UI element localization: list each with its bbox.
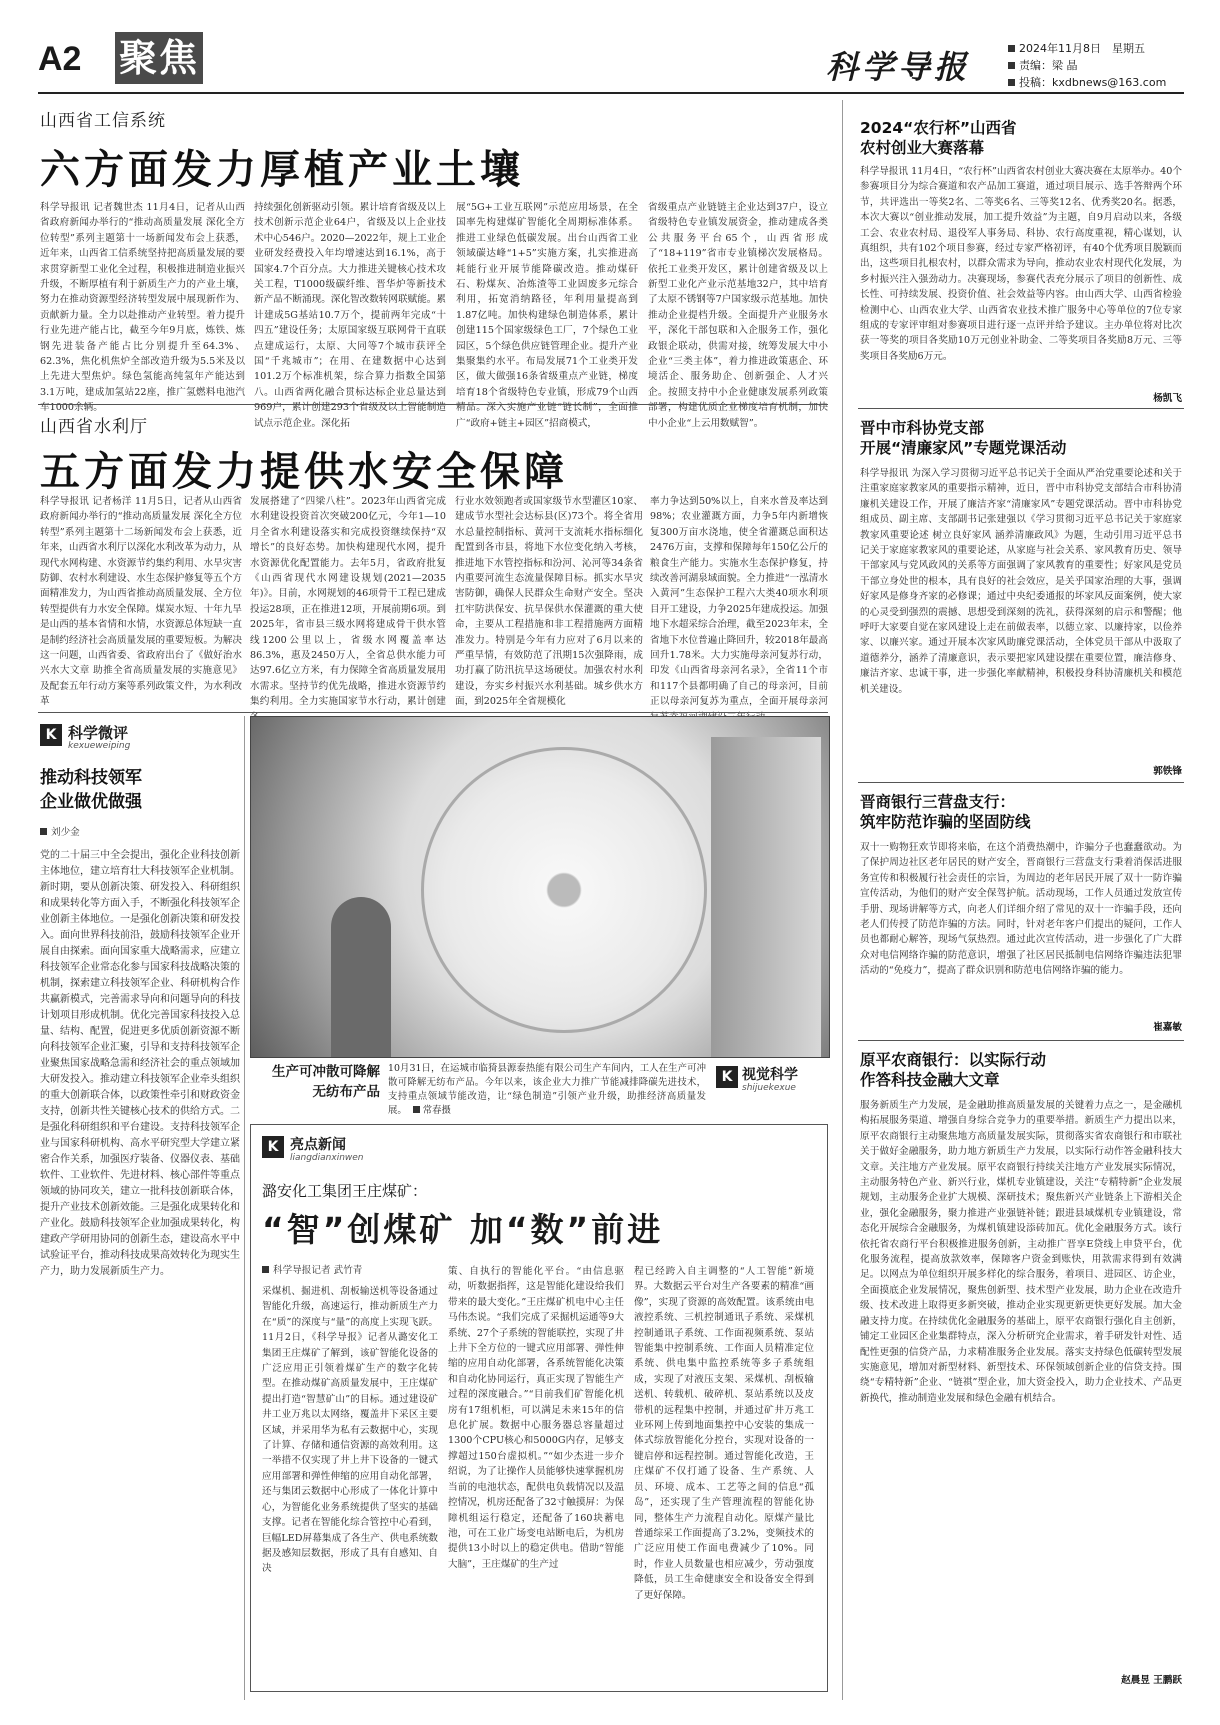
divider bbox=[38, 404, 828, 405]
side4-headline-line1: 原平农商银行：以实际行动 bbox=[860, 1051, 1047, 1069]
highlight-column-pinyin: liangdianxinwen bbox=[290, 1153, 364, 1163]
issue-date: 2024年11月8日 星期五 bbox=[1019, 42, 1145, 55]
story1-col3: 展“5G+工业互联网”示范应用场景，在全国率先构建煤矿智能化全周期标准体系。推进工业绿色低碳发展。出台山西省工业领域碳达峰“1+5”实施方案，扎实推进高耗能行业开展节能降碳改造。推动煤矸石、粉煤灰、冶炼渣等工业固废多元综合利用，拓宽消纳路径，年利用量提高到1.87亿吨。加快构建绿色制造体系，累计创建115个国家级绿色工厂，7个绿色工业园区，5个绿色供应链管理企业。提升产业集聚集约水平。布局发展71个工业类开发区，做大做强16条省级重点产业链，梯度培育18个省级特色专业镇，形成79个山西精品。深入实施产业链“链长制”，全面推广“政府+链主+园区”招商模式， bbox=[456, 202, 638, 429]
side3-headline-line2: 筑牢防范诈骗的坚固防线 bbox=[860, 813, 1031, 831]
side3-headline-line1: 晋商银行三营盘支行： bbox=[860, 793, 1016, 811]
commentary-headline bbox=[40, 766, 142, 814]
photo-title bbox=[250, 1062, 380, 1102]
photographer: 常春摄 bbox=[422, 1105, 451, 1116]
k-logo-icon: K bbox=[716, 1066, 738, 1088]
email: 投稿：kxdbnews@163.com bbox=[1019, 76, 1167, 89]
story1-headline: 六方面发力厚植产业土壤 bbox=[40, 147, 524, 193]
side4-signoff: 赵晨昱 王鹏跃 bbox=[1121, 1675, 1182, 1686]
side2-headline-line1: 晋中市科协党支部 bbox=[860, 419, 985, 437]
bullet-icon bbox=[1008, 79, 1015, 86]
section-title: 聚焦 bbox=[115, 32, 203, 84]
side2-headline-line2: 开展“清廉家风”专题党课活动 bbox=[860, 439, 1067, 457]
side4-headline-line2: 作答科技金融大文章 bbox=[860, 1071, 1000, 1089]
story1-col4: 省级重点产业链链主企业达到37户，设立省级特色专业镇发展资金，推动建成各类公共服务平台65个，山西省形成了“18+119”省市专业镇梯次发展格局。依托工业类开发区，累计创建省级及以上新型工业化产业示范基地32户，其中培育了太原不锈钢等7户国家级示范基地。加快推动企业提档升级。全面提升产业服务水平，深化干部包联和入企服务工作，强化政银企联动，供需对接，统筹发展大中小企业“三类主体”，着力推进政策惠企、环境活企、服务助企、创新强企、人才兴企。按照支持中小企业健康发展系列政策部署，构建优质企业梯度培育机制，加快中小企业“上云用数赋智”。 bbox=[648, 202, 828, 429]
side4-body: 服务新质生产力发展，是金融助推高质量发展的关键着力点之一，是金融机构拓展服务渠道、增强自身综合竞争力的重要举措。新质生产力提出以来，原平农商银行主动聚焦地方高质量发展实际，贯彻落实省农商银行和市联社关于做好金融服务，助力地方新质生产力发展，以实际行动作答金融科技大文章。关注地方产业发展。原平农商银行持续关注地方产业发展实际情况，主动服务特色产业、新兴行业，煤机专业镇建设，关注“专精特新”企业发展规划，主动服务企业扩大规模、深研技术；聚焦新兴产业链条上下游相关企业，强化金融服务，聚力推进产业强链补链；跟进县域煤机专业镇建设，常态化开展综合金融服务，为煤机镇建设添砖加瓦。优化金融服务方式。该行依托省农商行平台积极推进服务创新，主动推广晋享E贷线上申贷平台，优化服务流程，提高放款效率，保障客户资金到账快，用款需求得到有效满足。以网点为单位组织开展多样化的综合服务，着项目、进园区、访企业，全面摸底企业发展情况，聚焦创新型、技术型产业发展，助力企业在改造升级、技术改进上取得更多新突破，推动企业实现更新更快更好发展。加大金融支持力度。在持续优化金融服务的基础上，原平农商银行强化自主创新，铺定工业园区企业集群特点，深入分析研究企业需求，着手研发针对性、适配性更强的信贷产品，力求精准服务企业发展。落实支持绿色低碳转型发展实施意见，增加对新型材料、新型技术、环保领域创新企业的信贷支持。围绕“专精特新”企业、“链祺”型企业，加大资金投入，助力企业技术、产品更新换代，推动制造业发展和绿色金融有机结合。 bbox=[860, 1100, 1182, 1404]
factory-photo bbox=[250, 716, 830, 1058]
story2-col4: 率力争达到50%以上，自来水普及率达到98%；农业灌溉方面，力争5年内新增恢复300万亩水浇地，使全省灌溉总面积达2476万亩，支撑和保障每年150亿公斤的粮食生产能力。实施水生态保护修复，持续改善河湖泉域面貌。全力推进“一泓清水入黄河”生态保护工程六大类40项水利项目开工建设，力争2025年建成投运。加强地下水超采综合治理，截至2023年末，全省地下水位普遍止降回升，较2018年最高回升1.78米。大力实施母亲河复苏行动，印发《山西省母亲河名录》，全省11个市和117个县都明确了自己的母亲河，目前正以母亲河复苏为重点，全面开展母亲河 bbox=[650, 496, 828, 708]
divider bbox=[858, 782, 1184, 783]
highlight-col3: 程已经跨入自主调整的“人工智能”新境界。大数据云平台对生产各要素的精准“画像”，实现了资源的高效配置。该系统由电液控系统、三机控制通讯子系统、采煤机控制通讯子系统、工作面视频系统、泵站智能集中控制系统、工作面人员精准定位系统、供电集中监控系统等多子系统组成，实现了对液压支架、采煤机、刮板输送机、转载机、破碎机、泵站系统以及皮带机的远程集中控制，并通过矿井万兆工业环网上传到地面集控中心安装的集成一体式综放智能化分控台，实现对设备的一键启停和远程控制。通过智能化改造，王庄煤矿不仅打通了设备、生产系统、人员、环境、成本、工艺等之间的信息“孤岛”，还实现了生产管理流程的智能化协同，整体生产力流程自动化。原煤产量比普通综采工作面提高了3.2%，变频技术的广泛应用使工作面电费减少了10%。同时，作业人员数量也相应减少，劳动强度降低，员工生命健康安全和设备安全得到了更好保障。 bbox=[634, 1266, 814, 1601]
editor: 责编：梁 晶 bbox=[1019, 59, 1078, 72]
photo-caption bbox=[388, 1062, 706, 1118]
bullet-icon bbox=[1008, 62, 1015, 69]
side1-signoff: 杨凯飞 bbox=[1153, 393, 1182, 404]
date-line bbox=[1008, 40, 1166, 91]
masthead-rule bbox=[38, 92, 1184, 94]
column-divider bbox=[842, 100, 843, 1700]
commentary-headline-line2: 企业做优做强 bbox=[40, 792, 142, 812]
side1-headline-line2: 农村创业大赛落幕 bbox=[860, 139, 985, 157]
k-logo-icon: K bbox=[262, 1136, 284, 1158]
story1-col1: 科学导报讯 记者魏世杰 11月4日，记者从山西省政府新闻办举行的“推动高质量发展 深化全方位转型”系列主题第十一场新闻发布会上获悉，近年来，山西省工信系统坚持把高质量发展的要求贯穿新型工业化全过程，积极推进制造业振兴升级，不断厚植有利于新质生产力的产业土壤，努力在推动资源型经济转型发展中展现新作为、贡献新力量。全力以赴推动产业转型。着力提升行业先进产能占比，截至今年9月底，炼铁、炼钢先进装备产能占比分别提升至64.3%、62.3%，焦化机焦炉全部改造升级为5.5米及以上先进大型焦炉。绿色氢能高纯氢年产能达到3.1万吨，建成加氢站22座，推广氢燃料电池汽车1000余辆。 bbox=[40, 202, 245, 414]
page-number: A2 bbox=[38, 40, 82, 78]
side1-headline-line1: 2024“农行杯”山西省 bbox=[860, 119, 1017, 137]
commentary-headline-line1: 推动科技领军 bbox=[40, 768, 142, 788]
machine-image bbox=[711, 737, 821, 1057]
story2-kicker: 山西省水利厅 bbox=[40, 417, 148, 437]
side3-headline bbox=[860, 792, 1031, 832]
column-divider bbox=[244, 716, 245, 1700]
highlight-col1: 采煤机、掘进机、刮板输送机等设备通过智能化升级，高速运行，推动新质生产力在“质”的深度与“量”的高度上实现飞跃。11月2日，《科学导报》记者从潞安化工集团王庄煤矿了解到，该矿智能化设备的广泛应用正引领着煤矿生产的数字化转型。在推动煤矿高质量发展中，王庄煤矿提出打造“智慧矿山”的目标。通过建设矿井工业万兆以太网络，覆盖井下采区主要区域，并采用华为私有云数据中心，实现了计算、存储和通信资源的高效利用。这一举措不仅实现了井上井下设备的一键式应用部署和弹性伸缩的应用自动化部署，还与集团云数据中心形成了一体化计算中心，为智能化业务系统提供了坚实的基础支撑。记者在智能化综合管控中心看到，巨幅LED屏幕集成了各生产、供电系统数据及感知层数据，形成了具有自感知、自决 bbox=[262, 1286, 438, 1575]
side3-signoff: 崔嘉敏 bbox=[1153, 1022, 1182, 1033]
photo-title-line1: 生产可冲散可降解 bbox=[272, 1064, 380, 1080]
story1-kicker: 山西省工信系统 bbox=[40, 111, 166, 131]
nonwoven-roll-image bbox=[421, 747, 707, 1033]
highlight-headline: “智”创煤矿 加“数”前进 bbox=[262, 1210, 664, 1249]
bullet-icon bbox=[262, 1266, 269, 1273]
photo-title-line2: 无纺布产品 bbox=[312, 1084, 380, 1100]
side3-body: 双十一购物狂欢节即将来临，在这个消费热潮中，诈骗分子也蠢蠢欲动。为了保护周边社区老年居民的财产安全，晋商银行三营盘支行秉着消保活进服务宣传和积极履行社会责任的宗旨，为周边的老年居民开展了双十一防诈骗宣传活动，为他们的财产安全保驾护航。活动现场，工作人员通过发放宣传手册、现场讲解等方式，向老人们详细介绍了常见的双十一诈骗手段，还向老人们传授了防范诈骗的方法。同时，针对老年客户们提出的疑问，工作人员也都耐心解答，现场气氛热烈。通过此次宣传活动，进一步强化了广大群众对电信网络诈骗的防范意识，增强了社区居民抵制电信网络诈骗违法犯罪活动的“免疫力”，提高了群众识别和防范电信网络诈骗的能力。 bbox=[860, 842, 1182, 977]
side4-headline bbox=[860, 1050, 1046, 1090]
side2-body: 科学导报讯 为深入学习贯彻习近平总书记关于全面从严治党重要论述和关于注重家庭家教家风的重要指示精神，近日，晋中市科协党支部结合市科协清廉机关建设工作，开展了廉洁齐家“清廉家风”专题党课活动。晋中市科协党组成员、副主席、支部副书记张建强以《学习贯彻习近平总书记关于家庭家教家风重要论述 树立良好家风 涵养清廉政风》为题，生动引用习近平总书记关于家庭家教家风的重要论述，从家庭与社会关系、家风教育历史、领导干部家风与党风政风的关系等方面强调了家风教育的重要性；好家风是党员干部立身处世的根本，具有良好的社会效应，是关乎国家治理的大事，强调好家风是修身齐家的必修课；通过中央纪委通报的坏家风反面案例，使大家的心灵受到强烈的震撼、思想受到深刻的洗礼，获得深刻的启示和警醒；他呼吁大家要自觉在家风建设上走在前做表率，以德立家、以廉持家，以俭养家、以廉兴家。通过开展本次家风助廉党课活动，全体党员干部从中汲取了道德养分，涵养了清廉意识，表示要把家风建设摆在重要位置，廉洁修身、廉洁齐家、忠诚干事，进一步强化率献精神，积极投身科协清廉机关和模范机关建设。 bbox=[860, 468, 1182, 695]
paper-name: 科学导报 bbox=[826, 48, 971, 86]
commentary-author-name: 刘少金 bbox=[51, 827, 80, 838]
story2-headline: 五方面发力提供水安全保障 bbox=[40, 449, 568, 495]
divider bbox=[858, 1040, 1184, 1041]
divider bbox=[38, 712, 828, 713]
highlight-byline bbox=[262, 1262, 362, 1276]
worker-figure-image bbox=[331, 897, 391, 1057]
story2-col3: 行业水效领跑者或国家级节水型灌区10家、建成节水型社会达标县(区)73个。将全省用水总量控制指标、黄河干支流耗水指标细化配置到各市县，将地下水位变化纳入考核，推进地下水管控指标和汾河、沁河等34条省内重要河流生态流量保障目标。抓实水旱灾害防御，确保人民群众生命财产安全。坚决扛牢防洪保安、抗旱保供水保灌溉的重大使命，主要从工程措施和非工程措施两方面精准发力。特别是今年有力应对了6月以来的严重旱情，有效防范了汛期15次强降雨，成功打赢了防汛抗旱这场硬仗。加强农村水利建设，夯实乡村振兴水利基础。城乡供水方面，到2025年全省规模化 bbox=[455, 496, 643, 708]
photo-column-name: 视觉科学 bbox=[742, 1067, 798, 1083]
side2-signoff: 郭铁锋 bbox=[1153, 766, 1182, 777]
story2-col2: 发展搭建了“四梁八柱”。2023年山西省完成水利建设投资首次突破200亿元，今年1—10月全省水利建设落实和完成投资继续保持“双增长”的良好态势。加快构建现代水网，提升水资源优化配置能力。去年5月，省政府批复《山西省现代水网建设规划(2021—2035年)》。目前，水网规划的46项骨干工程已建成投运28项，正在推进12项，开展前期6项。到2025年，省市县三级水网将建成骨干供水管线1200公里以上，省级水网覆盖率达86.3%，惠及2450万人，全省总供水能力可达97.6亿立方米，有力保障全省高质量发展用水需求。坚持节约优先战略，推进水资源节约集约利用。全力实施国家节水行动，累计创建 bbox=[250, 496, 446, 708]
k-logo-icon: K bbox=[40, 724, 62, 746]
bullet-icon bbox=[1008, 45, 1015, 52]
commentary-body: 党的二十届三中全会提出，强化企业科技创新主体地位，建立培育壮大科技领军企业机制。新时期，要从创新决策、研发投入、科研组织和成果转化等方面入手，不断强化科技领军企业创新主体地位。一是强化创新决策和研发投入。面向世界科技前沿，鼓励科技领军企业开展自由探索。面向国家重大战略需求，应建立科技领军企业常态化参与国家科技战略决策的机制，探索建立科技领军企业、科研机构合作共赢新模式，完善需求导向和问题导向的科技计划项目形成机制。优化完善国家科技投入总量、结构、配置，促进更多优质创新资源不断向科技领军企业汇聚，引导和支持科技领军企业聚焦国家战略急需和经济社会的重点领域加大研发投入。推动建立科技领军企业牵头组织的重大创新联合体，以政策性牵引和财政资金支持，创新共性关键核心技术的供给方式。二是强化科研组织和平台建设。支持科技领军企业与国家科研机构、高水平研究型大学建立紧密合作关系，加强医疗装备、仪器仪表、基础软件、工业软件、先进材料、核心部件等重点领域的协同攻关，建立一批科技创新联合体，提升产业技术创新效能。三是强化成果转化和产业化。鼓励科技领军企业加强成果转化，构建政产学研用协同的创新生态，建设高水平中试验证平台，推动科技成果高效转化为现实生产力，助力发展新质生产力。 bbox=[40, 850, 240, 1277]
story2-col1: 科学导报讯 记者杨洋 11月5日，记者从山西省政府新闻办举行的“推动高质量发展 深化全方位转型”系列主题第十二场新闻发布会上获悉，近年来，山西省水利厅以深化水利改革为动力，从现代水网构建、水资源节约集约利用、水旱灾害防御、农村水利建设、水生态保护修复等五个方面精准发力，为山西省推动高质量发展、全方位转型提供有力水安全保障。煤炭水短、十年九旱是山西的基本省情和水情，水资源总体短缺一直是制约经济社会高质量发展的重要短板。为解决这一问题，山西省委、省政府出台了《做好治水兴水大文章 助推全省高质量发展的实施意见》及配套五年行动方案等系列政策文件，为水利改革 bbox=[40, 496, 242, 708]
story1-col2: 持续强化创新驱动引领。累计培育省级及以上技术创新示范企业64户，省级及以上企业技术中心546户。2020—2022年，规上工业企业研发经费投入年均增速达到16.1%，高于国家4.7个百分点。大力推进关键核心技术攻关工程，T1000级碳纤维、晋华炉等新技术新产品不断涌现。深化智改数转网联赋能。累计建成5G基站10.7万个，提前两年完成“十四五”建设任务；太原国家级互联网骨干直联点建成运行，太原、大同等7个城市获评全国“千兆城市”；在用、在建数据中心达到101.2万个标准机架，综合算力指数全国第八。山西省两化融合贯标达标企业总量达到969户，累计创建293个省级及以上智能制造试点示范企业。深化拓 bbox=[254, 202, 446, 429]
commentary-column-pinyin: kexueweiping bbox=[68, 741, 131, 751]
commentary-author bbox=[40, 824, 80, 838]
highlight-subhead: 潞安化工集团王庄煤矿： bbox=[262, 1182, 428, 1200]
highlight-col2: 策、自执行的智能化平台。“由信息驱动，听数据指挥，这是智能化建设给我们带来的最大变化。”王庄煤矿机电中心主任马伟杰说。“我们完成了采掘机运通等9大系统、27个子系统的智能联控，实现了井上井下全方位的一键式应用部署、弹性伸缩的应用自动化部署，各系统智能化决策和自动化协同运行，真正实现了智能生产过程的深度融合。”“目前我们矿智能化机房有17组机柜，可以满足未来15年的信息化扩展。数据中心服务器总容量超过1300个CPU核心和5000G内存，足够支撑超过150台虚拟机。”“如少杰进一步介绍说，为了让操作人员能够快速掌握机房当前的电池状态，配供电负载情况以及温控情况，机房还配备了32寸触摸屏：为保障机组运行稳定，还配备了160块蓄电池，可在工业广场变电站断电后，为机房提供13小时以上的稳定供电。借助“智能大脑”，王庄煤矿的生产过 bbox=[448, 1266, 624, 1570]
commentary-column-name: 科学微评 bbox=[68, 724, 129, 742]
divider bbox=[858, 408, 1184, 409]
bullet-icon bbox=[40, 828, 47, 835]
bullet-icon bbox=[413, 1106, 420, 1113]
highlight-byline-text: 科学导报记者 武竹青 bbox=[273, 1265, 363, 1276]
side1-headline bbox=[860, 118, 1017, 158]
photo-column-pinyin: shijuekexue bbox=[742, 1083, 796, 1093]
highlight-column-name: 亮点新闻 bbox=[290, 1137, 346, 1153]
side1-body: 科学导报讯 11月4日，“农行杯”山西省农村创业大赛决赛在太原举办。40个参赛项目分为综合赛道和农产品加工赛道，通过项目展示、选手答辩两个环节，共评选出一等奖2名、二等奖6名、三等奖12名、优秀奖20名。据悉，本次大赛以“创业推动发展，加工提升效益”为主题，自9月启动以来，各级工会、农业农村局、退役军人事务局、科协、农行高度重视，精心谋划，认真组织，共有102个项目参赛，经过专家严格初评，有40个优秀项目脱颖而出，这些项目扎根农村，以群众需求为导向，推动农业农村现代化发展，为乡村振兴注入强劲动力。决赛现场，参赛代表充分展示了项目的创新性、成长性、可持续发展、投资价值、社会效益等内容。由山西大学、山西省检验检测中心、山西农业大学、山西省农业技术推广服务中心等单位的7位专家组成的专家评审组对参赛项目进行逐一点评并给予建议。主办单位将对比次获一等奖的项目各奖励10万元创业补助金、二等奖项目各奖励8万元、三等奖项目各奖励6万元。 bbox=[860, 166, 1182, 362]
side2-headline bbox=[860, 418, 1066, 458]
photo-caption-text: 10月31日，在运城市临猗县源泰热能有限公司生产车间内，工人在生产可冲散可降解无纺布产品。今年以来，该企业大力推广节能减排降碳先进技术，支持重点领域节能改造，让“绿色制造”引领产业升级，助推经济高质量发展。 bbox=[388, 1063, 706, 1116]
